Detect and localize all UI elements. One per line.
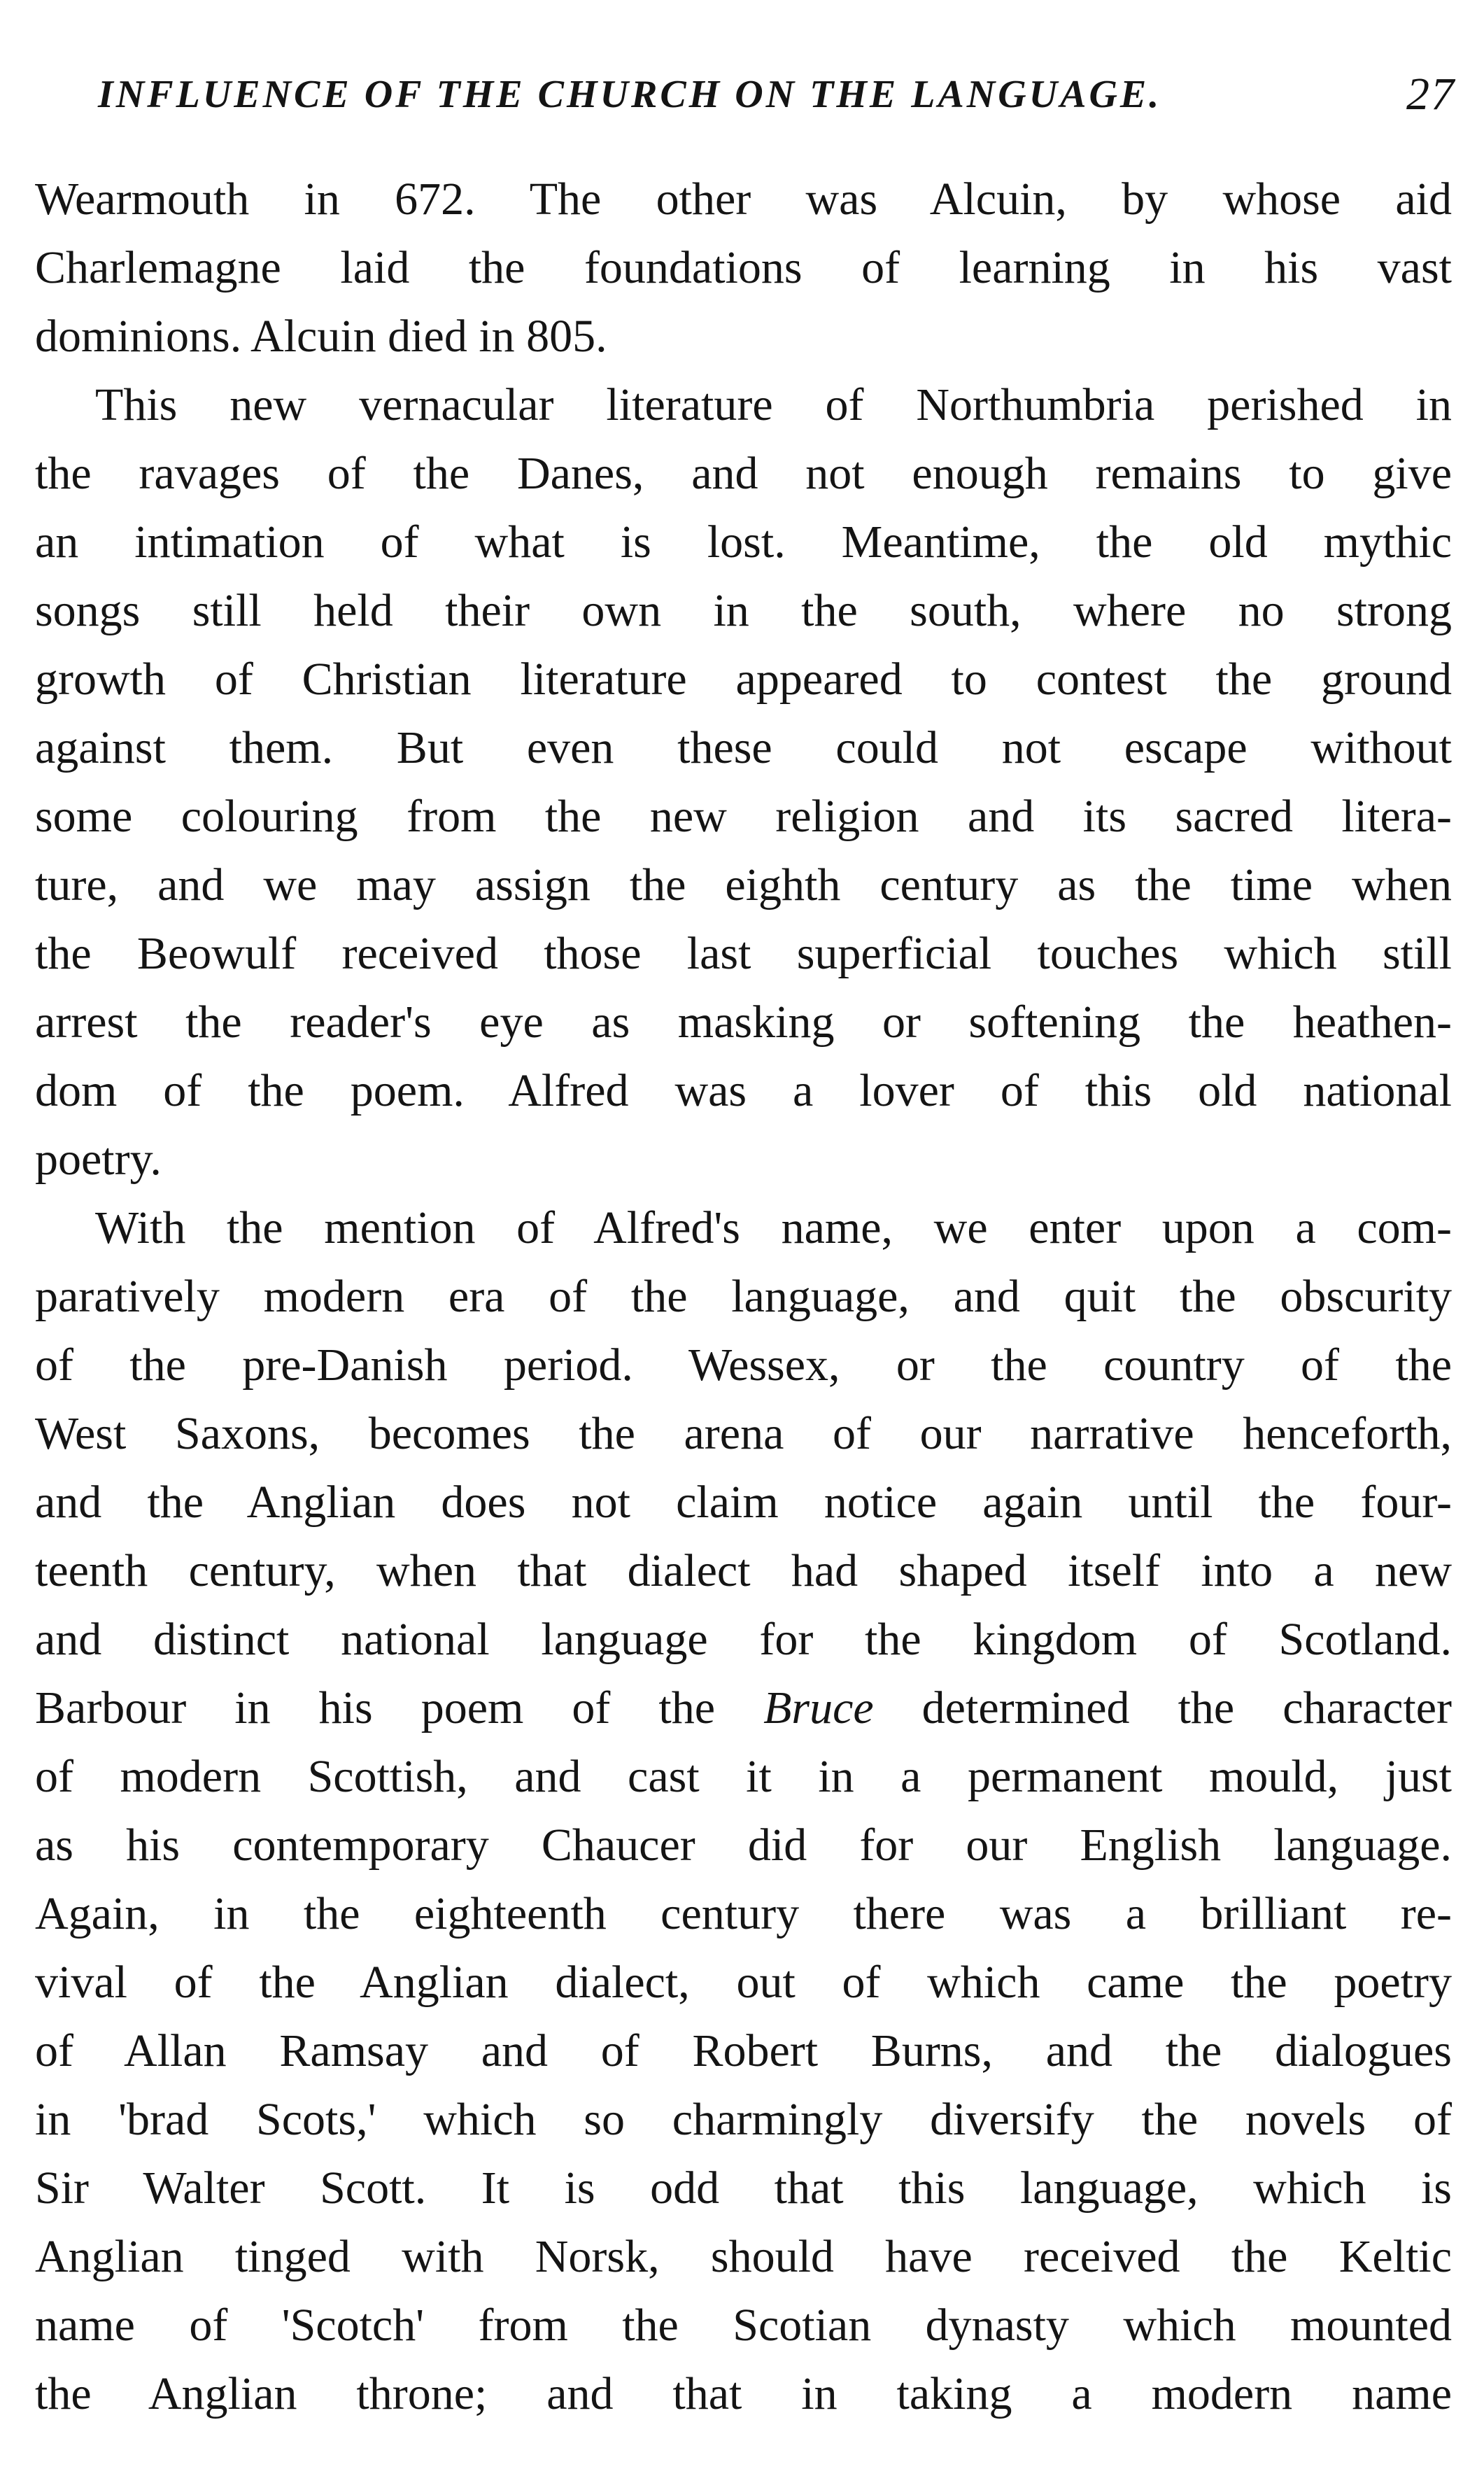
text-line: of modern Scottish, and cast it in a permanent mould, just [35, 1751, 1452, 1802]
text-line: dom of the poem. Alfred was a lover of this old national [35, 1065, 1452, 1116]
text-line: of Allan Ramsay and of Robert Burns, and the dialogues [35, 2025, 1452, 2076]
text-line: dominions. Alcuin died in 805. [35, 311, 607, 362]
text-line: West Saxons, becomes the arena of our narrative henceforth, [35, 1408, 1452, 1459]
text-line: arrest the reader's eye as masking or softening the heathen- [35, 997, 1452, 1048]
text-line: name of 'Scotch' from the Scotian dynasty which mounted [35, 2300, 1452, 2351]
running-header [98, 56, 1455, 133]
text-line: growth of Christian literature appeared to contest the ground [35, 654, 1452, 705]
text-line: Anglian tinged with Norsk, should have received the Keltic [35, 2231, 1452, 2282]
text-line: teenth century, when that dialect had shaped itself into a new [35, 1545, 1452, 1596]
text-line: and the Anglian does not claim notice again until the four- [35, 1477, 1452, 1528]
page-number: 27 [1406, 69, 1455, 120]
text-line: vival of the Anglian dialect, out of which came the poetry [35, 1957, 1452, 2008]
text-line: ture, and we may assign the eighth century as the time when [35, 859, 1452, 910]
bruce-title: Bruce [763, 1682, 874, 1733]
text-line: poetry. [35, 1134, 162, 1185]
paragraph-start-line: This new vernacular literature of Northumbria perished in [95, 379, 1452, 430]
text-line: some colouring from the new religion and its sacred litera- [35, 791, 1452, 842]
text-line: an intimation of what is lost. Meantime, the old mythic [35, 516, 1452, 568]
running-title: INFLUENCE OF THE CHURCH ON THE LANGUAGE. [98, 73, 1162, 116]
line-text-after-title: determined the character [873, 1682, 1453, 1733]
text-line: and distinct national language for the kingdom of Scotland. [35, 1614, 1452, 1665]
text-line: Sir Walter Scott. It is odd that this language, which is [35, 2162, 1452, 2214]
text-line-with-title [35, 1674, 1452, 1743]
text-line: paratively modern era of the language, and quit the obscurity [35, 1271, 1452, 1322]
text-line: as his contemporary Chaucer did for our English language. [35, 1820, 1452, 1871]
body-text [35, 165, 1452, 2428]
text-line: songs still held their own in the south, where no strong [35, 585, 1452, 636]
text-line: Wearmouth in 672. The other was Alcuin, by whose aid [35, 174, 1452, 225]
line-text-before-title: Barbour in his poem of the [35, 1682, 764, 1733]
text-line: the Anglian throne; and that in taking a modern name [35, 2368, 1452, 2419]
text-line: against them. But even these could not escape without [35, 722, 1452, 773]
paragraph-start-line: With the mention of Alfred's name, we enter upon a com- [95, 1202, 1452, 1253]
text-line: Again, in the eighteenth century there was a brilliant re- [35, 1888, 1452, 1939]
text-line: of the pre-Danish period. Wessex, or the country of the [35, 1339, 1452, 1391]
text-line: the ravages of the Danes, and not enough remains to give [35, 448, 1452, 499]
text-line: Charlemagne laid the foundations of learning in his vast [35, 242, 1452, 293]
text-line: the Beowulf received those last superficial touches which still [35, 928, 1452, 979]
text-line: in 'brad Scots,' which so charmingly diversify the novels of [35, 2094, 1452, 2145]
